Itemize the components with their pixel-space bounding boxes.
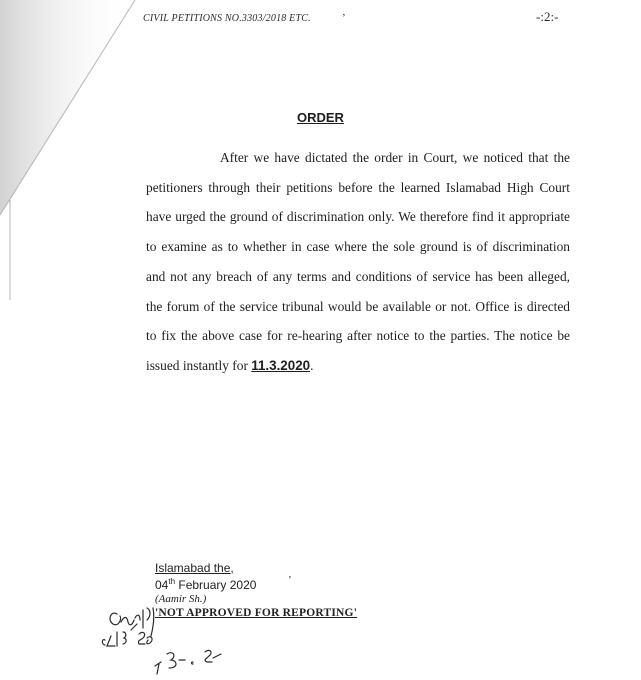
case-reference: CIVIL PETITIONS NO.3303/2018 ETC.	[143, 13, 311, 24]
hearing-date: 11.3.2020	[251, 357, 311, 373]
order-body	[146, 143, 570, 381]
date-suffix: th	[168, 577, 176, 586]
date-rest: February 2020	[175, 578, 257, 592]
initials-line: (Aamir Sh.)	[155, 593, 207, 605]
place-line: Islamabad the,	[155, 561, 234, 575]
reporting-status: 'NOT APPROVED FOR REPORTING'	[155, 607, 358, 619]
order-body-end: .	[310, 357, 314, 373]
handwritten-initials-signature	[95, 600, 275, 680]
date-line	[155, 575, 357, 592]
date-day: 04	[155, 578, 169, 592]
tick-mark: ’	[342, 12, 346, 24]
order-title: ORDER	[297, 110, 344, 125]
order-body-text: After we have dictated the order in Court, we noticed that the petitioners through their petitions before the learned Islamabad High Court have urged the ground of discrimination only. We therefore find it appropriate to examine as to whether in case where the sole ground is of discrimination and not any breach of any terms and conditions of service has been alleged, the forum of the service tribunal would be available or not. Office is directed to fix the above case for re-hearing after notice to the parties. The notice be issued instantly for	[146, 150, 570, 373]
tick-mark: ’	[288, 574, 292, 586]
page-number: -:2:-	[536, 9, 559, 24]
